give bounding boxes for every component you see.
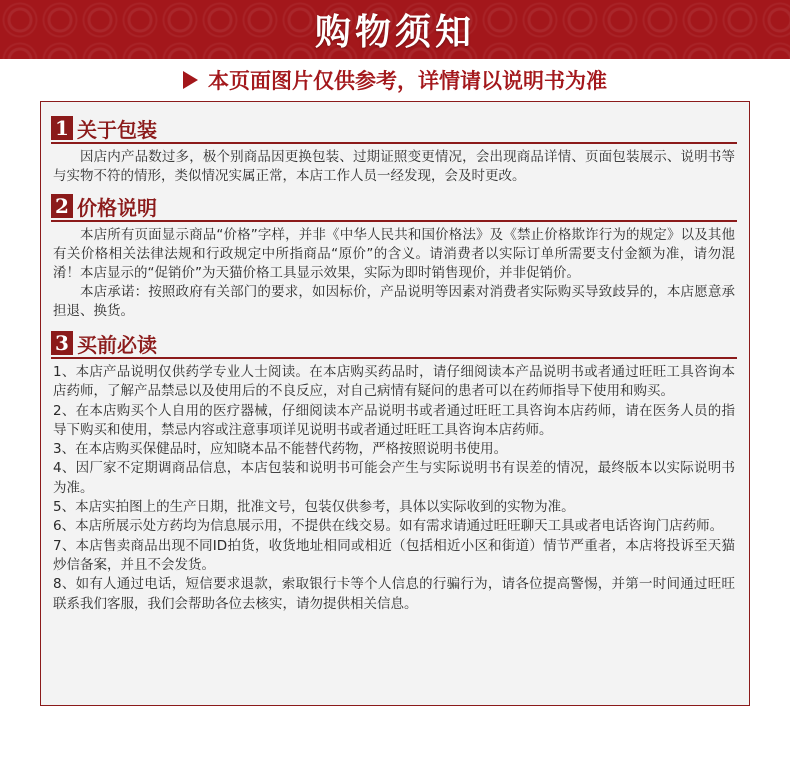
section-packaging <box>51 114 737 186</box>
header-banner <box>0 0 790 59</box>
section-number-badge: 1 <box>51 116 73 140</box>
section-price <box>51 192 737 321</box>
list-item: 2、在本店购买个人自用的医疗器械，仔细阅读本产品说明书或者通过旺旺工具咨询本店药师，请在医务人员的指导下购买和使用，禁忌内容或注意事项详见说明书或者通过旺旺工具咨询本店药师。 <box>53 402 735 438</box>
section-paragraph: 因店内产品数过多，极个别商品因更换包装、过期证照变更情况，会出现商品详情、页面包装展示、说明书等与实物不符的情形，类似情况实属正常，本店工作人员一经发现，会及时更改。 <box>53 149 735 184</box>
section-header <box>51 192 737 220</box>
notice-panel <box>40 101 750 706</box>
section-title: 价格说明 <box>77 195 157 220</box>
arrow-right-icon <box>183 71 198 89</box>
list-item: 8、如有人通过电话，短信要求退款，索取银行卡等个人信息的行骗行为，请各位提高警惕，并第一时间通过旺旺联系我们客服，我们会帮助各位去核实，请勿提供相关信息。 <box>53 576 735 612</box>
section-paragraph: 本店承诺：按照政府有关部门的要求，如因标价，产品说明等因素对消费者实际购买导致歧异的，本店愿意承担退、换货。 <box>53 284 735 319</box>
section-header <box>51 329 737 357</box>
section-title: 关于包装 <box>77 117 157 142</box>
list-item: 1、本店产品说明仅供药学专业人士阅读。在本店购买药品时，请仔细阅读本产品说明书或者通过旺旺工具咨询本店药师，了解产品禁忌以及使用后的不良反应，对自己病情有疑问的患者可以在药师指导下使用和购买。 <box>53 364 735 400</box>
section-must-read <box>51 329 737 614</box>
list-item: 3、在本店购买保健品时，应知晓本品不能替代药物，严格按照说明书使用。 <box>53 441 508 458</box>
subtitle-text: 本页面图片仅供参考，详情请以说明书为准 <box>208 69 607 93</box>
section-header <box>51 114 737 142</box>
section-number-badge: 3 <box>51 331 73 355</box>
subtitle-bar <box>0 62 790 98</box>
section-title: 买前必读 <box>77 332 157 357</box>
section-number-badge: 2 <box>51 194 73 218</box>
list-item: 6、本店所展示处方药均为信息展示用，不提供在线交易。如有需求请通过旺旺聊天工具或者电话咨询门店药师。 <box>53 518 724 535</box>
section-paragraph: 本店所有页面显示商品“价格”字样，并非《中华人民共和国价格法》及《禁止价格欺诈行为的规定》以及其他有关价格相关法律法规和行政规定中所指商品“原价”的含义。请消费者以实际订单所需要支付金额为准，请勿混淆！本店显示的“促销价”为天猫价格工具显示效果，实际为即时销售现价，并非促销价。 <box>53 227 735 281</box>
page-title: 购物须知 <box>314 12 475 53</box>
list-item: 4、因厂家不定期调商品信息，本店包装和说明书可能会产生与实际说明书有误差的情况，最终版本以实际说明书为准。 <box>53 460 735 496</box>
list-item: 7、本店售卖商品出现不同ID拍货，收货地址相同或相近（包括相近小区和街道）情节严重者，本店将投诉至天猫炒信备案，并且不会发货。 <box>53 537 735 573</box>
list-item: 5、本店实拍图上的生产日期，批准文号，包装仅供参考，具体以实际收到的实物为准。 <box>53 499 575 516</box>
